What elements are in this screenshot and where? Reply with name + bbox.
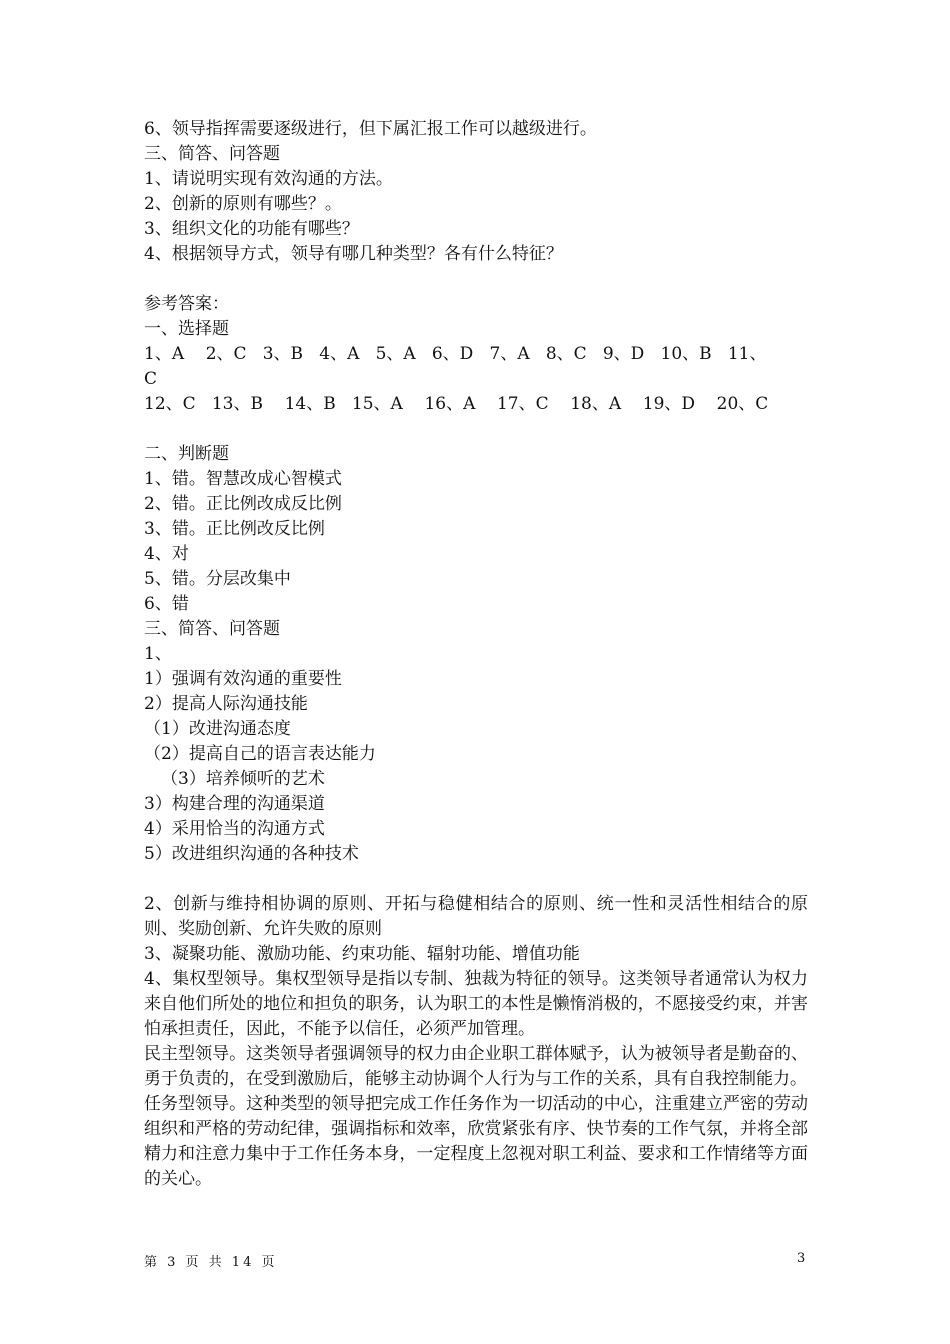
communication-sub-2: （2）提高自己的语言表达能力 xyxy=(144,744,376,764)
short-answer-3: 3、凝聚功能、激励功能、约束功能、辐射功能、增值功能 xyxy=(144,944,580,964)
communication-method-1: 1）强调有效沟通的重要性 xyxy=(144,669,342,689)
question-4: 4、根据领导方式，领导有哪几种类型？各有什么特征？ xyxy=(144,244,563,264)
short-answer-1-label: 1、 xyxy=(144,644,172,664)
communication-sub-3: （3）培养倾听的艺术 xyxy=(161,769,325,789)
communication-method-3: 3）构建合理的沟通渠道 xyxy=(144,794,325,814)
question-1: 1、请说明实现有效沟通的方法。 xyxy=(144,169,393,189)
judge-question-6: 6、领导指挥需要逐级进行，但下属汇报工作可以越级进行。 xyxy=(144,119,597,139)
judge-answer-4: 4、对 xyxy=(144,544,189,564)
question-3: 3、组织文化的功能有哪些？ xyxy=(144,219,359,239)
judge-answer-6: 6、错 xyxy=(144,594,189,614)
judge-answer-1: 1、错。智慧改成心智模式 xyxy=(144,469,342,489)
question-2: 2、创新的原则有哪些？。 xyxy=(144,194,342,214)
choice-answers-row-1-wrap: C xyxy=(144,369,158,389)
short-answer-4-task-oriented: 任务型领导。这种类型的领导把完成工作任务作为一切活动的中心，注重建立严密的劳动组织和严格的劳动纪律，强调指标和效率，欣赏紧张有序、快节奏的工作气氛，并将全部精力和注意力集中于工作任务本身，一定程度上忽视对职工利益、要求和工作情绪等方面的关心。 xyxy=(144,1094,808,1189)
page-content xyxy=(144,117,808,1192)
judge-answer-5: 5、错。分层改集中 xyxy=(144,569,291,589)
page-footer-page-count: 第 3 页 共 14 页 xyxy=(144,1255,278,1270)
page-footer-page-number: 3 xyxy=(797,1251,806,1266)
choice-answers-row-2: 12、C 13、B 14、B 15、A 16、A 17、C 18、A 19、D 20、C xyxy=(144,394,769,414)
short-answer-4-autocratic: 4、集权型领导。集权型领导是指以专制、独裁为特征的领导。这类领导者通常认为权力来自他们所处的地位和担负的职务，认为职工的本性是懒惰消极的，不愿接受约束，并害怕承担责任，因此，不能予以信任，必须严加管理。 xyxy=(144,969,808,1039)
communication-method-5: 5）改进组织沟通的各种技术 xyxy=(144,844,359,864)
communication-sub-1: （1）改进沟通态度 xyxy=(144,719,291,739)
judge-answer-3: 3、错。正比例改反比例 xyxy=(144,519,325,539)
communication-method-4: 4）采用恰当的沟通方式 xyxy=(144,819,325,839)
communication-method-2: 2）提高人际沟通技能 xyxy=(144,694,308,714)
choice-heading: 一、选择题 xyxy=(144,319,229,339)
section-heading-short-answer: 三、简答、问答题 xyxy=(144,144,280,164)
judge-answer-2: 2、错。正比例改成反比例 xyxy=(144,494,342,514)
answers-heading: 参考答案： xyxy=(144,294,229,314)
short-answer-4-democratic: 民主型领导。这类领导者强调领导的权力由企业职工群体赋予，认为被领导者是勤奋的、勇于负责的，在受到激励后，能够主动协调个人行为与工作的关系，具有自我控制能力。 xyxy=(144,1044,808,1089)
short-answer-heading: 三、简答、问答题 xyxy=(144,619,280,639)
choice-answers-row-1: 1、A 2、C 3、B 4、A 5、A 6、D 7、A 8、C 9、D 10、B 11、 xyxy=(144,344,767,364)
short-answer-2: 2、创新与维持相协调的原则、开拓与稳健相结合的原则、统一性和灵活性相结合的原则、奖励创新、允许失败的原则 xyxy=(144,894,808,939)
judge-heading: 二、判断题 xyxy=(144,444,229,464)
